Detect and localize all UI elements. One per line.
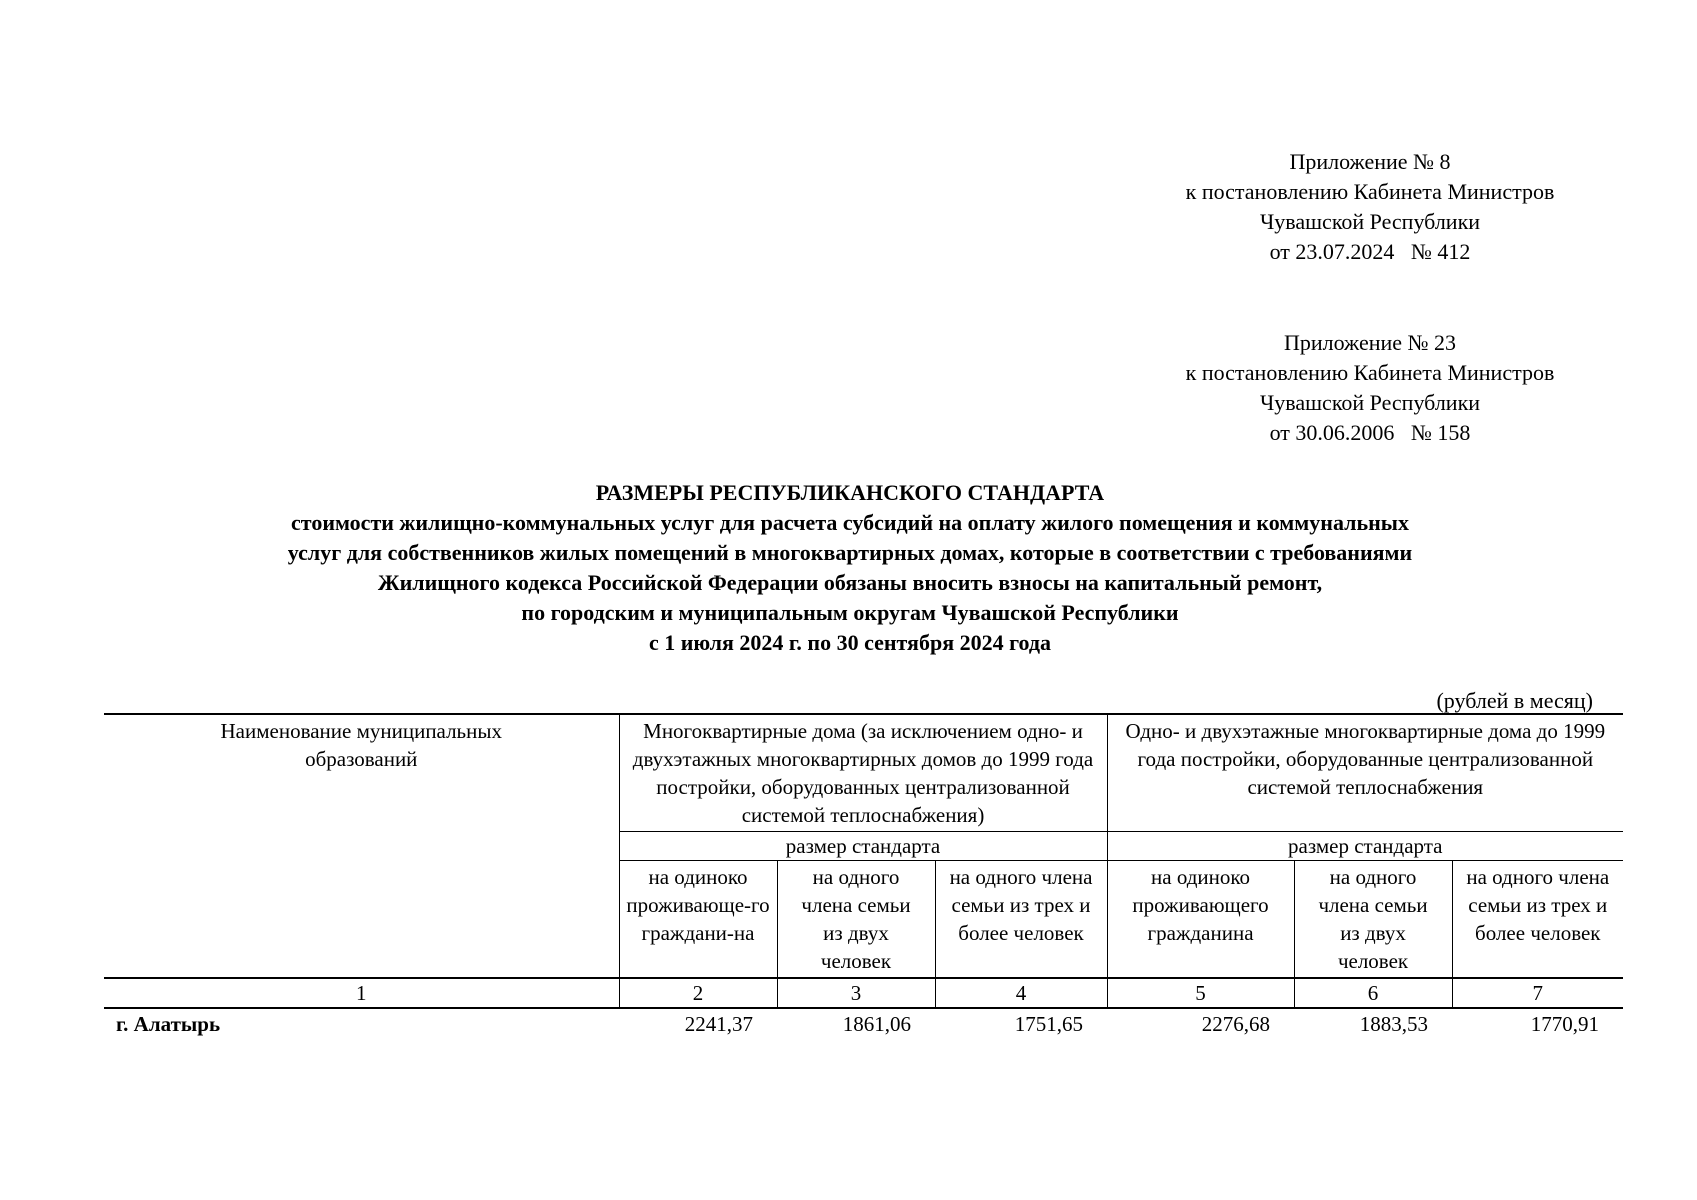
units-label: (рублей в месяц) bbox=[1436, 688, 1593, 713]
header-group-low-rise: Одно- и двухэтажные многоквартирные дома до 1999 года постройки, оборудованные централизованной системой теплоснабжения bbox=[1107, 714, 1623, 832]
value-cell: 1770,91 bbox=[1530, 1012, 1600, 1036]
title-period: с 1 июля 2024 г. по 30 сентября 2024 года bbox=[648, 630, 1052, 655]
subheader-standard-size: размер стандарта bbox=[1107, 832, 1623, 861]
document-title bbox=[150, 478, 1550, 658]
header-municipality: Наименование муниципальных образований bbox=[104, 714, 619, 978]
appendix-ref-line: Чувашской Республики bbox=[1259, 209, 1481, 234]
appendix-date: от 23.07.2024 № 412 bbox=[1269, 239, 1471, 264]
appendix-header-current bbox=[1120, 147, 1620, 267]
appendix-ref-line: к постановлению Кабинета Министров bbox=[1185, 179, 1555, 204]
column-number: 4 bbox=[935, 978, 1107, 1008]
appendix-number: Приложение № 8 bbox=[1289, 149, 1451, 174]
value-cell: 1751,65 bbox=[1014, 1012, 1084, 1036]
header-three-plus-family: на одного члена семьи из трех и более человек bbox=[1452, 861, 1623, 979]
appendix-header-original bbox=[1120, 328, 1620, 448]
title-line: стоимости жилищно-коммунальных услуг для расчета субсидий на оплату жилого помещения и коммунальных bbox=[291, 510, 1409, 535]
header-single-resident: на одиноко проживающего гражданина bbox=[1107, 861, 1294, 979]
municipality-name: г. Алатырь bbox=[116, 1012, 221, 1036]
header-three-plus-family: на одного члена семьи из трех и более человек bbox=[935, 861, 1107, 979]
table-row bbox=[104, 1008, 1623, 1039]
header-two-person-family: на одного члена семьи из двух человек bbox=[777, 861, 935, 979]
subheader-standard-size: размер стандарта bbox=[619, 832, 1107, 861]
title-line: услуг для собственников жилых помещений в многоквартирных домах, которые в соответствии с требованиями bbox=[287, 540, 1413, 565]
value-cell: 1861,06 bbox=[842, 1012, 911, 1036]
column-number: 6 bbox=[1294, 978, 1452, 1008]
appendix-number: Приложение № 23 bbox=[1283, 330, 1457, 355]
column-number: 3 bbox=[777, 978, 935, 1008]
title-line: по городским и муниципальным округам Чувашской Республики bbox=[521, 600, 1179, 625]
column-number: 5 bbox=[1107, 978, 1294, 1008]
appendix-ref-line: Чувашской Республики bbox=[1259, 390, 1481, 415]
header-group-multi-apartment: Многоквартирные дома (за исключением одно- и двухэтажных многоквартирных домов до 1999 года постройки, оборудованных централизованной системой теплоснабжения) bbox=[619, 714, 1107, 832]
title-line: Жилищного кодекса Российской Федерации обязаны вносить взносы на капитальный ремонт, bbox=[377, 570, 1323, 595]
appendix-ref-line: к постановлению Кабинета Министров bbox=[1185, 360, 1555, 385]
value-cell: 1883,53 bbox=[1359, 1012, 1429, 1036]
column-number: 7 bbox=[1452, 978, 1623, 1008]
header-two-person-family: на одного члена семьи из двух человек bbox=[1294, 861, 1452, 979]
header-single-resident: на одиноко проживающе-го граждани-на bbox=[619, 861, 777, 979]
value-cell: 2276,68 bbox=[1201, 1012, 1271, 1036]
value-cell: 2241,37 bbox=[684, 1012, 753, 1036]
appendix-date: от 30.06.2006 № 158 bbox=[1269, 420, 1471, 445]
column-number: 2 bbox=[619, 978, 777, 1008]
standards-table bbox=[104, 713, 1623, 1039]
title-heading: РАЗМЕРЫ РЕСПУБЛИКАНСКОГО СТАНДАРТА bbox=[595, 480, 1105, 505]
column-number: 1 bbox=[104, 978, 619, 1008]
